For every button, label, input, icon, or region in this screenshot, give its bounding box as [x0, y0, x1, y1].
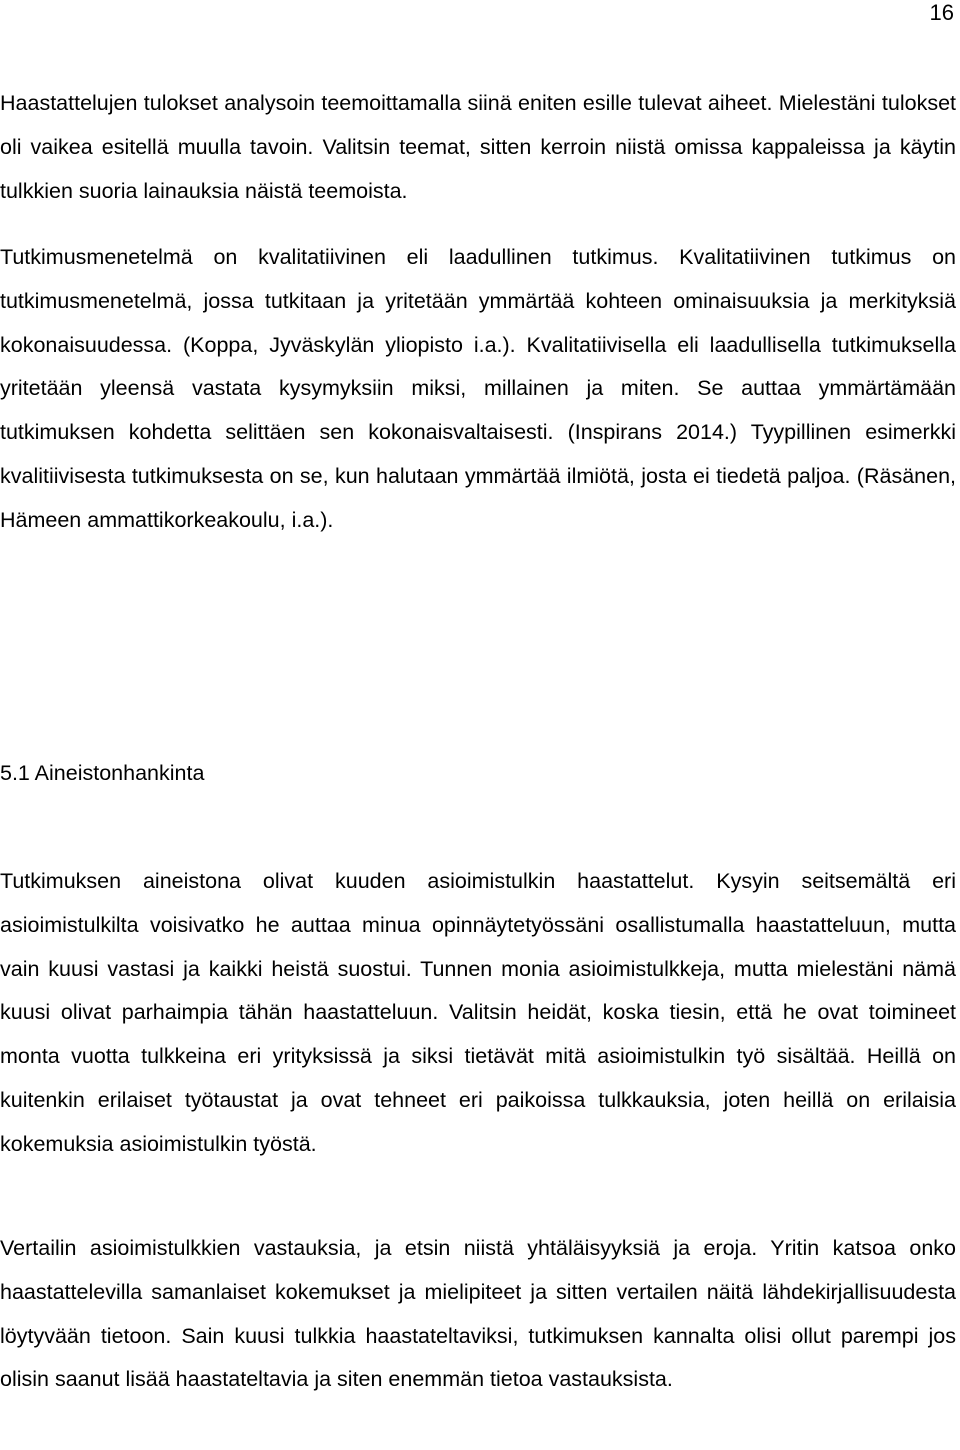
paragraph-data-collection: Tutkimuksen aineistona olivat kuuden asioimistulkin haastattelut. Kysyin seitsemältä eri asioimistulkilta voisivatko he auttaa minua opinnäytetyössäni osallistumalla haastatteluun, mutta vain kuusi vastasi ja kaikki heistä suostui. Tunnen monia asioimistulkkeja, mutta mielestäni nämä kuusi olivat parhaimpia tähän haastatteluun. Valitsin heidät, koska tiesin, että he ovat toimineet monta vuotta tulkkeina eri yrityksissä ja siksi tietävät mitä asioimistulkin työ sisältää. Heillä on kuitenkin erilaiset työtaustat ja ovat tehneet eri paikoissa tulkkauksia, joten heillä on erilaisia kokemuksia asioimistulkin työstä.	[0, 869, 956, 1156]
paragraph-analysis: Haastattelujen tulokset analysoin teemoittamalla siinä eniten esille tulevat aiheet. Mielestäni tulokset oli vaikea esitellä muulla tavoin. Valitsin teemat, sitten kerroin niistä omissa kappaleissa ja käytin tulkkien suoria lainauksia näistä teemoista.	[0, 91, 956, 203]
paragraph-comparison: Vertailin asioimistulkkien vastauksia, ja etsin niistä yhtäläisyyksiä ja eroja. Yritin katsoa onko haastattelevilla samanlaiset kokemukset ja mielipiteet ja sitten vertailen näitä lähdekirjallisuudesta löytyvään tietoon. Sain kuusi tulkkia haastateltaviksi, tutkimuksen kannalta olisi ollut parempi jos olisin saanut lisää haastateltavia ja siten enemmän tietoa vastauksista.	[0, 1236, 956, 1392]
section-heading: 5.1 Aineistonhankinta	[0, 761, 205, 785]
page-number: 16	[929, 0, 954, 25]
paragraph-research-method: Tutkimusmenetelmä on kvalitatiivinen eli laadullinen tutkimus. Kvalitatiivinen tutkimus on tutkimusmenetelmä, jossa tutkitaan ja yritetään ymmärtää kohteen ominaisuuksia ja merkityksiä kokonaisuudessa. (Koppa, Jyväskylän yliopisto i.a.). Kvalitatiivisella eli laadullisella tutkimuksella yritetään yleensä vastata kysymyksiin miksi, millainen ja miten. Se auttaa ymmärtämään tutkimuksen kohdetta selittäen sen kokonaisvaltaisesti. (Inspirans 2014.) Tyypillinen esimerkki kvalitiivisesta tutkimuksesta on se, kun halutaan ymmärtää ilmiötä, josta ei tiedetä paljoa. (Räsänen, Hämeen ammattikorkeakoulu, i.a.).	[0, 245, 956, 532]
